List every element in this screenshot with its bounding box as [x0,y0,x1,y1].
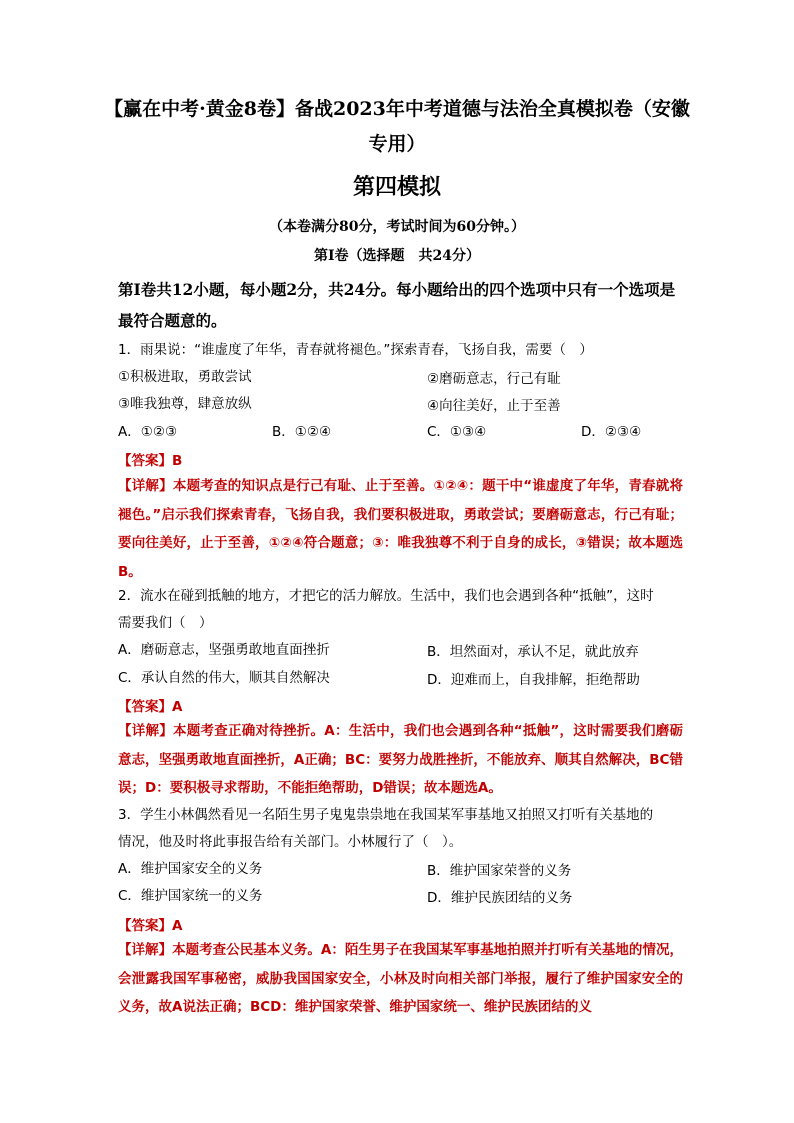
question-1-option-d: D．②③④ [581,424,642,440]
question-2-option-a: A．磨砺意志，坚强勇敢地直面挫折 [118,642,330,658]
question-2-answer: 【答案】A [118,699,183,715]
question-1-item-1: ①积极进取，勇敢尝试 [118,369,252,385]
question-2-stem-line-1: 2．流水在碰到抵触的地方，才把它的活力解放。生活中，我们也会遇到各种“抵触”，这时 [118,588,654,604]
question-3-option-b: B．维护国家荣誉的义务 [427,863,572,879]
question-1-item-2: ②磨砺意志，行己有耻 [427,371,561,387]
question-3-explanation: 【详解】本题考查公民基本义务。A：陌生男子在我国某军事基地拍照并打听有关基地的情况，会泄露我国军事秘密，威胁我国国家安全，小林及时向相关部门举报，履行了维护国家安全的义务，故A说法正确；BCD：维护国家荣誉、维护国家统一、维护民族团结的义 [118,942,683,1015]
question-1-option-a: A．①②③ [118,424,178,440]
exam-note: （本卷满分80分，考试时间为60分钟。） [269,219,525,235]
question-1-option-c: C．①③④ [427,424,487,440]
question-3-option-c: C．维护国家统一的义务 [118,888,263,904]
question-3-option-a: A．维护国家安全的义务 [118,861,263,877]
question-2-option-d: D．迎难而上，自我排解，拒绝帮助 [427,672,640,688]
section-heading: 第Ⅰ卷（选择题 共24分） [313,248,481,264]
question-2-explanation: 【详解】本题考查正确对待挫折。A：生活中，我们也会遇到各种“抵触”，这时需要我们磨砺意志，坚强勇敢地直面挫折，A正确；BC：要努力战胜挫折，不能放弃、顺其自然解决，BC错误；D：要积极寻求帮助，不能拒绝帮助，D错误；故本题选A。 [118,723,683,796]
question-2-stem-line-2: 需要我们（ ） [118,615,213,631]
question-1-item-3: ③唯我独尊，肆意放纵 [118,396,252,412]
section-instructions: 第Ⅰ卷共12小题，每小题2分，共24分。每小题给出的四个选项中只有一个选项是最符合题意的。 [118,280,676,330]
question-1-stem: 1．雨果说：“谁虚度了年华，青春就将褪色。”探索青春，飞扬自我，需要（ ） [118,342,593,358]
question-3-stem-line-2: 情况，他及时将此事报告给有关部门。小林履行了（ ）。 [118,834,463,850]
question-3-stem-line-1: 3．学生小林偶然看见一名陌生男子鬼鬼祟祟地在我国某军事基地又拍照又打听有关基地的 [118,807,654,823]
question-1-explanation: 【详解】本题考查的知识点是行己有耻、止于至善。①②④：题干中“谁虚度了年华，青春就将褪色。”启示我们探索青春，飞扬自我，我们要积极进取，勇敢尝试；要磨砺意志，行己有耻；要向往美好，止于至善，①②④符合题意；③：唯我独尊不利于自身的成长，③错误；故本题选B。 [118,478,683,580]
question-1-option-b: B．①②④ [272,424,332,440]
question-2-option-c: C．承认自然的伟大，顺其自然解决 [118,670,330,686]
exam-subtitle: 第四模拟 [352,174,441,200]
page-title: 【赢在中考·黄金8卷】备战2023年中考道德与法治全真模拟卷（安徽专用） [104,98,690,155]
question-2-option-b: B．坦然面对，承认不足，就此放弃 [427,644,639,660]
question-3-answer: 【答案】A [118,918,183,934]
question-1-item-4: ④向往美好，止于至善 [427,398,561,414]
question-1-answer: 【答案】B [118,453,183,469]
question-3-option-d: D．维护民族团结的义务 [427,890,573,906]
